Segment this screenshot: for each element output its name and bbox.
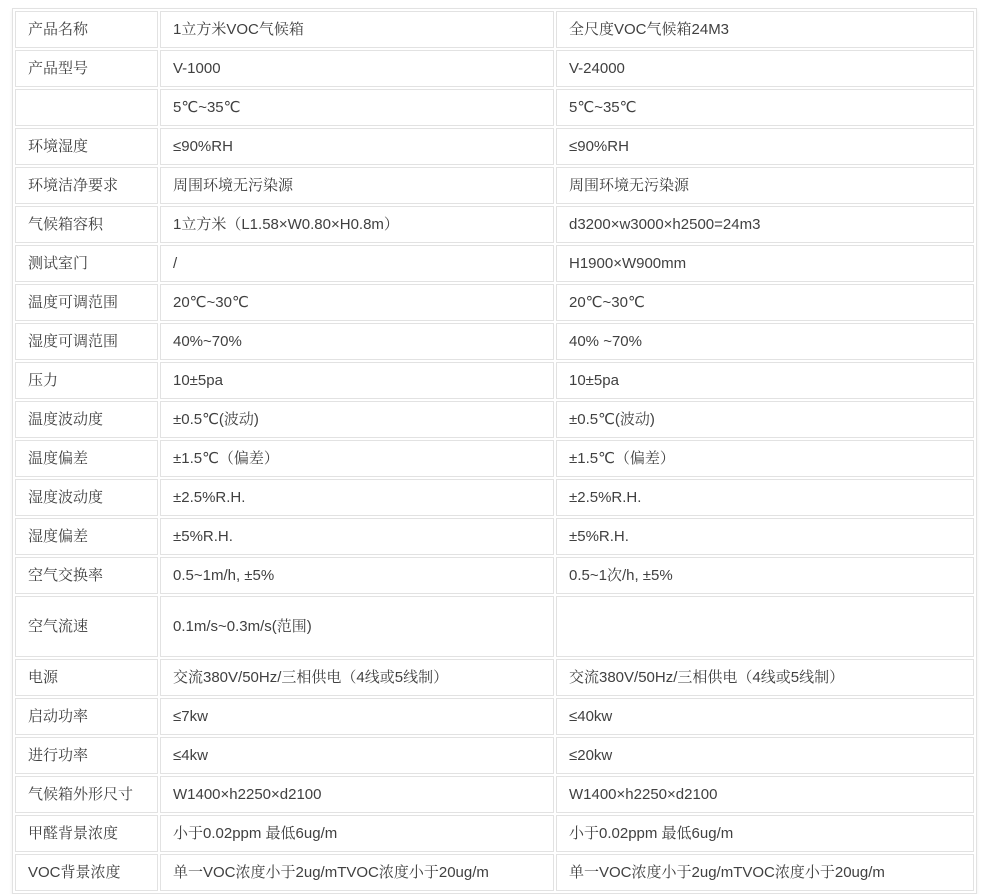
product-spec-table xyxy=(12,8,977,894)
spec-value-v24000: ±0.5℃(波动) xyxy=(556,401,974,438)
spec-value-v1000: 0.5~1m/h, ±5% xyxy=(160,557,554,594)
spec-value-v24000: V-24000 xyxy=(556,50,974,87)
spec-value-v1000: 周围环境无污染源 xyxy=(160,167,554,204)
spec-value-v24000: 周围环境无污染源 xyxy=(556,167,974,204)
spec-row xyxy=(15,206,974,243)
spec-value-v24000: 5℃~35℃ xyxy=(556,89,974,126)
spec-label-cell: 湿度可调范围 xyxy=(15,323,158,360)
spec-row xyxy=(15,737,974,774)
spec-value-v24000: ≤40kw xyxy=(556,698,974,735)
spec-value-v24000: 40% ~70% xyxy=(556,323,974,360)
spec-label-cell: 电源 xyxy=(15,659,158,696)
spec-value-v24000: 全尺度VOC气候箱24M3 xyxy=(556,11,974,48)
spec-row xyxy=(15,659,974,696)
spec-value-v1000: ≤4kw xyxy=(160,737,554,774)
spec-label-cell: 测试室门 xyxy=(15,245,158,282)
spec-table-container xyxy=(12,8,975,894)
spec-value-v24000: 10±5pa xyxy=(556,362,974,399)
spec-label-cell: 甲醛背景浓度 xyxy=(15,815,158,852)
spec-value-v1000: V-1000 xyxy=(160,50,554,87)
spec-value-v24000 xyxy=(556,596,974,657)
spec-label-cell: 进行功率 xyxy=(15,737,158,774)
spec-value-v24000: 20℃~30℃ xyxy=(556,284,974,321)
spec-label-cell: 启动功率 xyxy=(15,698,158,735)
spec-row xyxy=(15,284,974,321)
spec-value-v1000: 1立方米（L1.58×W0.80×H0.8m） xyxy=(160,206,554,243)
spec-row xyxy=(15,776,974,813)
spec-value-v1000: ±1.5℃（偏差） xyxy=(160,440,554,477)
spec-value-v24000: W1400×h2250×d2100 xyxy=(556,776,974,813)
spec-label-cell: 气候箱外形尺寸 xyxy=(15,776,158,813)
spec-label-cell: VOC背景浓度 xyxy=(15,854,158,891)
spec-value-v24000: ≤90%RH xyxy=(556,128,974,165)
spec-row xyxy=(15,815,974,852)
spec-label-cell: 环境洁净要求 xyxy=(15,167,158,204)
spec-label-cell: 空气交换率 xyxy=(15,557,158,594)
spec-row xyxy=(15,596,974,657)
spec-label-cell: 温度波动度 xyxy=(15,401,158,438)
spec-value-v1000: 小于0.02ppm 最低6ug/m xyxy=(160,815,554,852)
spec-row xyxy=(15,557,974,594)
spec-value-v1000: ±2.5%R.H. xyxy=(160,479,554,516)
spec-label-cell: 湿度偏差 xyxy=(15,518,158,555)
spec-label-cell: 空气流速 xyxy=(15,596,158,657)
spec-value-v1000: 10±5pa xyxy=(160,362,554,399)
spec-value-v24000: ±5%R.H. xyxy=(556,518,974,555)
spec-value-v24000: H1900×W900mm xyxy=(556,245,974,282)
spec-label-cell: 湿度波动度 xyxy=(15,479,158,516)
spec-row xyxy=(15,11,974,48)
spec-table-body xyxy=(15,11,974,891)
spec-label-cell: 产品型号 xyxy=(15,50,158,87)
spec-value-v24000: 小于0.02ppm 最低6ug/m xyxy=(556,815,974,852)
spec-label-cell: 压力 xyxy=(15,362,158,399)
spec-label-cell: 温度可调范围 xyxy=(15,284,158,321)
spec-label-cell: 气候箱容积 xyxy=(15,206,158,243)
spec-row xyxy=(15,362,974,399)
spec-value-v24000: 交流380V/50Hz/三相供电（4线或5线制） xyxy=(556,659,974,696)
page xyxy=(0,8,988,881)
spec-value-v1000: ≤90%RH xyxy=(160,128,554,165)
spec-row xyxy=(15,440,974,477)
spec-row xyxy=(15,323,974,360)
spec-row xyxy=(15,518,974,555)
spec-value-v24000: 单一VOC浓度小于2ug/mTVOC浓度小于20ug/m xyxy=(556,854,974,891)
spec-row xyxy=(15,89,974,126)
spec-value-v1000: W1400×h2250×d2100 xyxy=(160,776,554,813)
spec-value-v24000: ≤20kw xyxy=(556,737,974,774)
spec-label-cell: 温度偏差 xyxy=(15,440,158,477)
spec-value-v24000: d3200×w3000×h2500=24m3 xyxy=(556,206,974,243)
spec-row xyxy=(15,401,974,438)
spec-row xyxy=(15,245,974,282)
spec-label-cell: 环境湿度 xyxy=(15,128,158,165)
spec-row xyxy=(15,50,974,87)
spec-label-cell: 产品名称 xyxy=(15,11,158,48)
spec-row xyxy=(15,854,974,891)
spec-row xyxy=(15,167,974,204)
spec-value-v24000: ±2.5%R.H. xyxy=(556,479,974,516)
spec-value-v24000: ±1.5℃（偏差） xyxy=(556,440,974,477)
spec-label-cell xyxy=(15,89,158,126)
spec-value-v1000: 单一VOC浓度小于2ug/mTVOC浓度小于20ug/m xyxy=(160,854,554,891)
spec-value-v24000: 0.5~1次/h, ±5% xyxy=(556,557,974,594)
spec-value-v1000: 20℃~30℃ xyxy=(160,284,554,321)
spec-row xyxy=(15,479,974,516)
spec-value-v1000: 1立方米VOC气候箱 xyxy=(160,11,554,48)
spec-value-v1000: ≤7kw xyxy=(160,698,554,735)
spec-value-v1000: 0.1m/s~0.3m/s(范围) xyxy=(160,596,554,657)
spec-value-v1000: ±5%R.H. xyxy=(160,518,554,555)
spec-value-v1000: 5℃~35℃ xyxy=(160,89,554,126)
spec-value-v1000: ±0.5℃(波动) xyxy=(160,401,554,438)
spec-value-v1000: 交流380V/50Hz/三相供电（4线或5线制） xyxy=(160,659,554,696)
spec-value-v1000: / xyxy=(160,245,554,282)
spec-row xyxy=(15,698,974,735)
spec-value-v1000: 40%~70% xyxy=(160,323,554,360)
spec-row xyxy=(15,128,974,165)
